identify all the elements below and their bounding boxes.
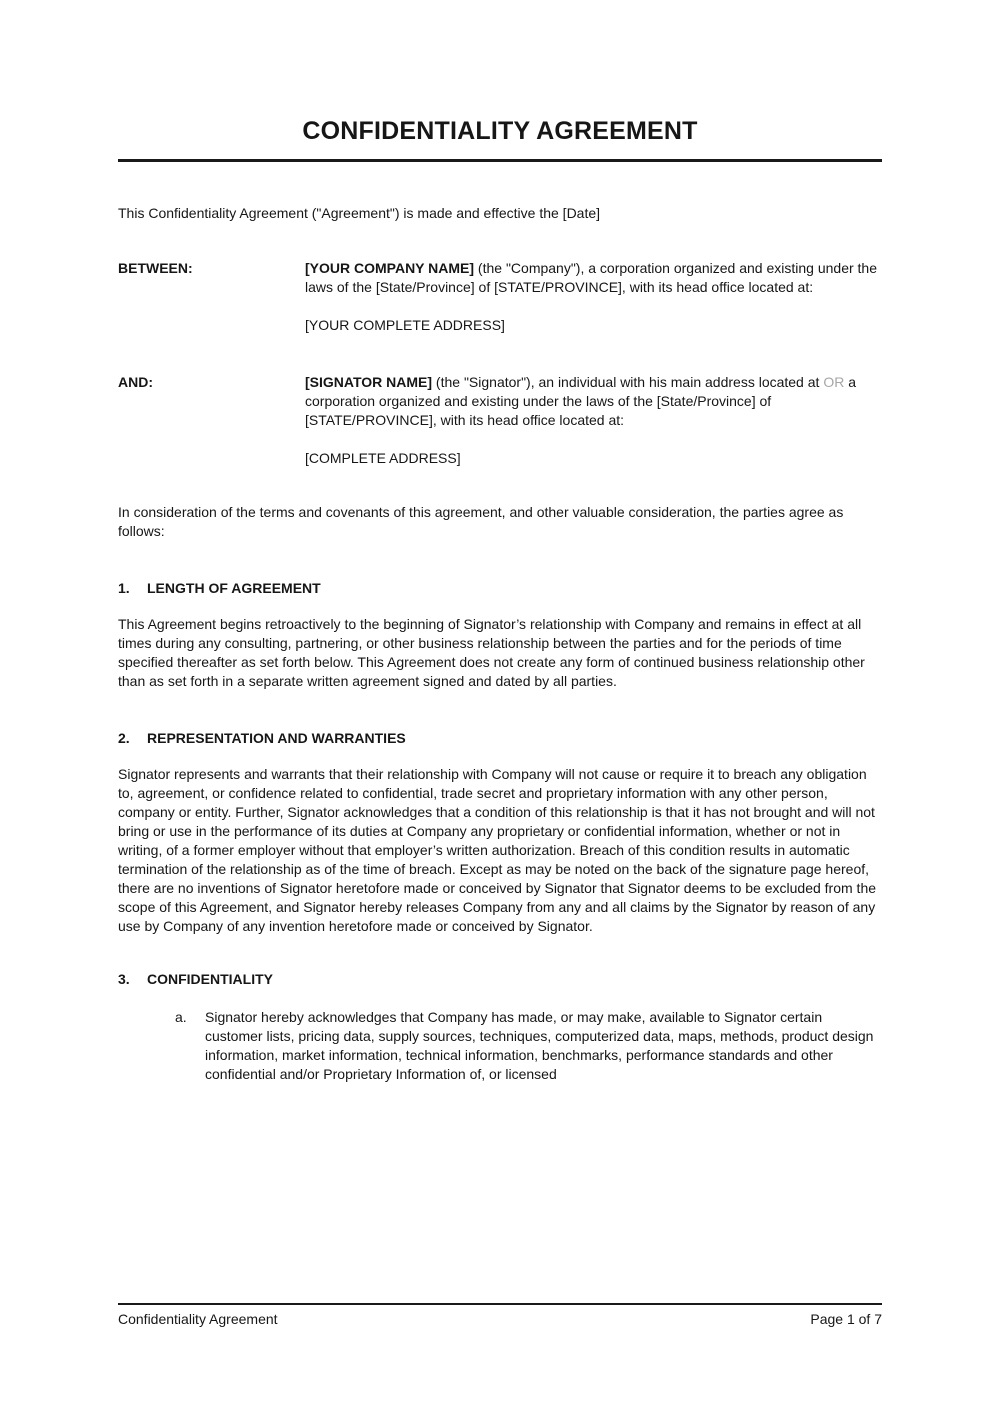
- signator-address-placeholder: [COMPLETE ADDRESS]: [305, 450, 461, 466]
- between-description-text: (the "Company"), a corporation organized and existing under the laws of the [State/Province] of [STATE/PROVINCE], with its head office located at:: [305, 260, 877, 295]
- between-label: BETWEEN:: [118, 260, 193, 276]
- between-info: [305, 259, 882, 335]
- and-description-before-or: (the "Signator"), an individual with his main address located at: [432, 374, 824, 390]
- section-heading-2: [118, 729, 882, 748]
- signator-name-placeholder: [SIGNATOR NAME]: [305, 374, 433, 390]
- section-1-body: This Agreement begins retroactively to the beginning of Signator’s relationship with Company and remains in effect at all times during any consulting, partnering, or other business relationship between the parties and for the periods of time specified thereafter as set forth below. This Agreement does not create any form of continued business relationship other than as set forth in a separate written agreement signed and dated by all parties.: [118, 616, 865, 689]
- section-2-body: Signator represents and warrants that their relationship with Company will not cause or require it to breach any obligation to, agreement, or confidence related to confidential, trade secret and proprietary information with any other person, company or entity. Further, Signator acknowledges that a condition of this relationship is that it has not brought and will not bring or use in the performance of its duties at Company any proprietary or confidential information, whether or not in writing, of a former employer without that employer’s written authorization. Breach of this condition results in automatic termination of the relationship as of the time of breach. Except as may be noted on the back of the signature page hereof, there are no inventions of Signator heretofore made or conceived by Signator that Signator deems to be excluded from the scope of this Agreement, and Signator hereby releases Company from any and all claims by the Signator by reason of any use by Company of any invention heretofore made or conceived by Signator.: [118, 766, 877, 934]
- section-heading-1: [118, 579, 882, 598]
- and-row: [118, 373, 882, 468]
- section-title-1: LENGTH OF AGREEMENT: [147, 580, 321, 596]
- consideration-paragraph: In consideration of the terms and covenants of this agreement, and other valuable consideration, the parties agree as follows:: [118, 504, 844, 539]
- company-address-placeholder: [YOUR COMPLETE ADDRESS]: [305, 317, 505, 333]
- and-description: [305, 373, 882, 430]
- document-content: [0, 117, 1000, 1084]
- section-heading-3: [118, 970, 882, 989]
- footer-page-number: Page 1 of 7: [810, 1311, 882, 1327]
- footer-document-name: Confidentiality Agreement: [118, 1311, 278, 1327]
- company-name-placeholder: [YOUR COMPANY NAME]: [305, 260, 475, 276]
- document-title: CONFIDENTIALITY AGREEMENT: [302, 117, 698, 145]
- section-number-3: 3.: [118, 971, 130, 987]
- footer-row: [118, 1305, 882, 1329]
- list-item-a-text: Signator hereby acknowledges that Company has made, or may make, available to Signator certain customer lists, pricing data, supply sources, techniques, computerized data, maps, methods, product design information, market information, technical information, benchmarks, performance standards and other confidential and/or Proprietary Information of, or licensed: [205, 1009, 874, 1082]
- title-divider: [118, 159, 882, 162]
- document-page: [0, 117, 1000, 1407]
- and-info: [305, 373, 882, 468]
- page-footer: [118, 1303, 882, 1329]
- or-keyword: OR: [823, 374, 845, 390]
- list-marker-a: a.: [175, 1009, 187, 1025]
- section-number-1: 1.: [118, 580, 130, 596]
- between-description: [305, 259, 882, 297]
- section-number-2: 2.: [118, 730, 130, 746]
- section-title-3: CONFIDENTIALITY: [147, 971, 273, 987]
- section-3-item-a: [118, 1008, 882, 1084]
- section-title-2: REPRESENTATION AND WARRANTIES: [147, 730, 406, 746]
- and-label: AND:: [118, 374, 153, 390]
- intro-paragraph: This Confidentiality Agreement ("Agreement") is made and effective the [Date]: [118, 205, 601, 221]
- and-description-after-or: a corporation organized and existing under the laws of the [State/Province] of [STATE/PROVINCE], with its head office located at:: [305, 374, 856, 428]
- between-row: [118, 259, 882, 335]
